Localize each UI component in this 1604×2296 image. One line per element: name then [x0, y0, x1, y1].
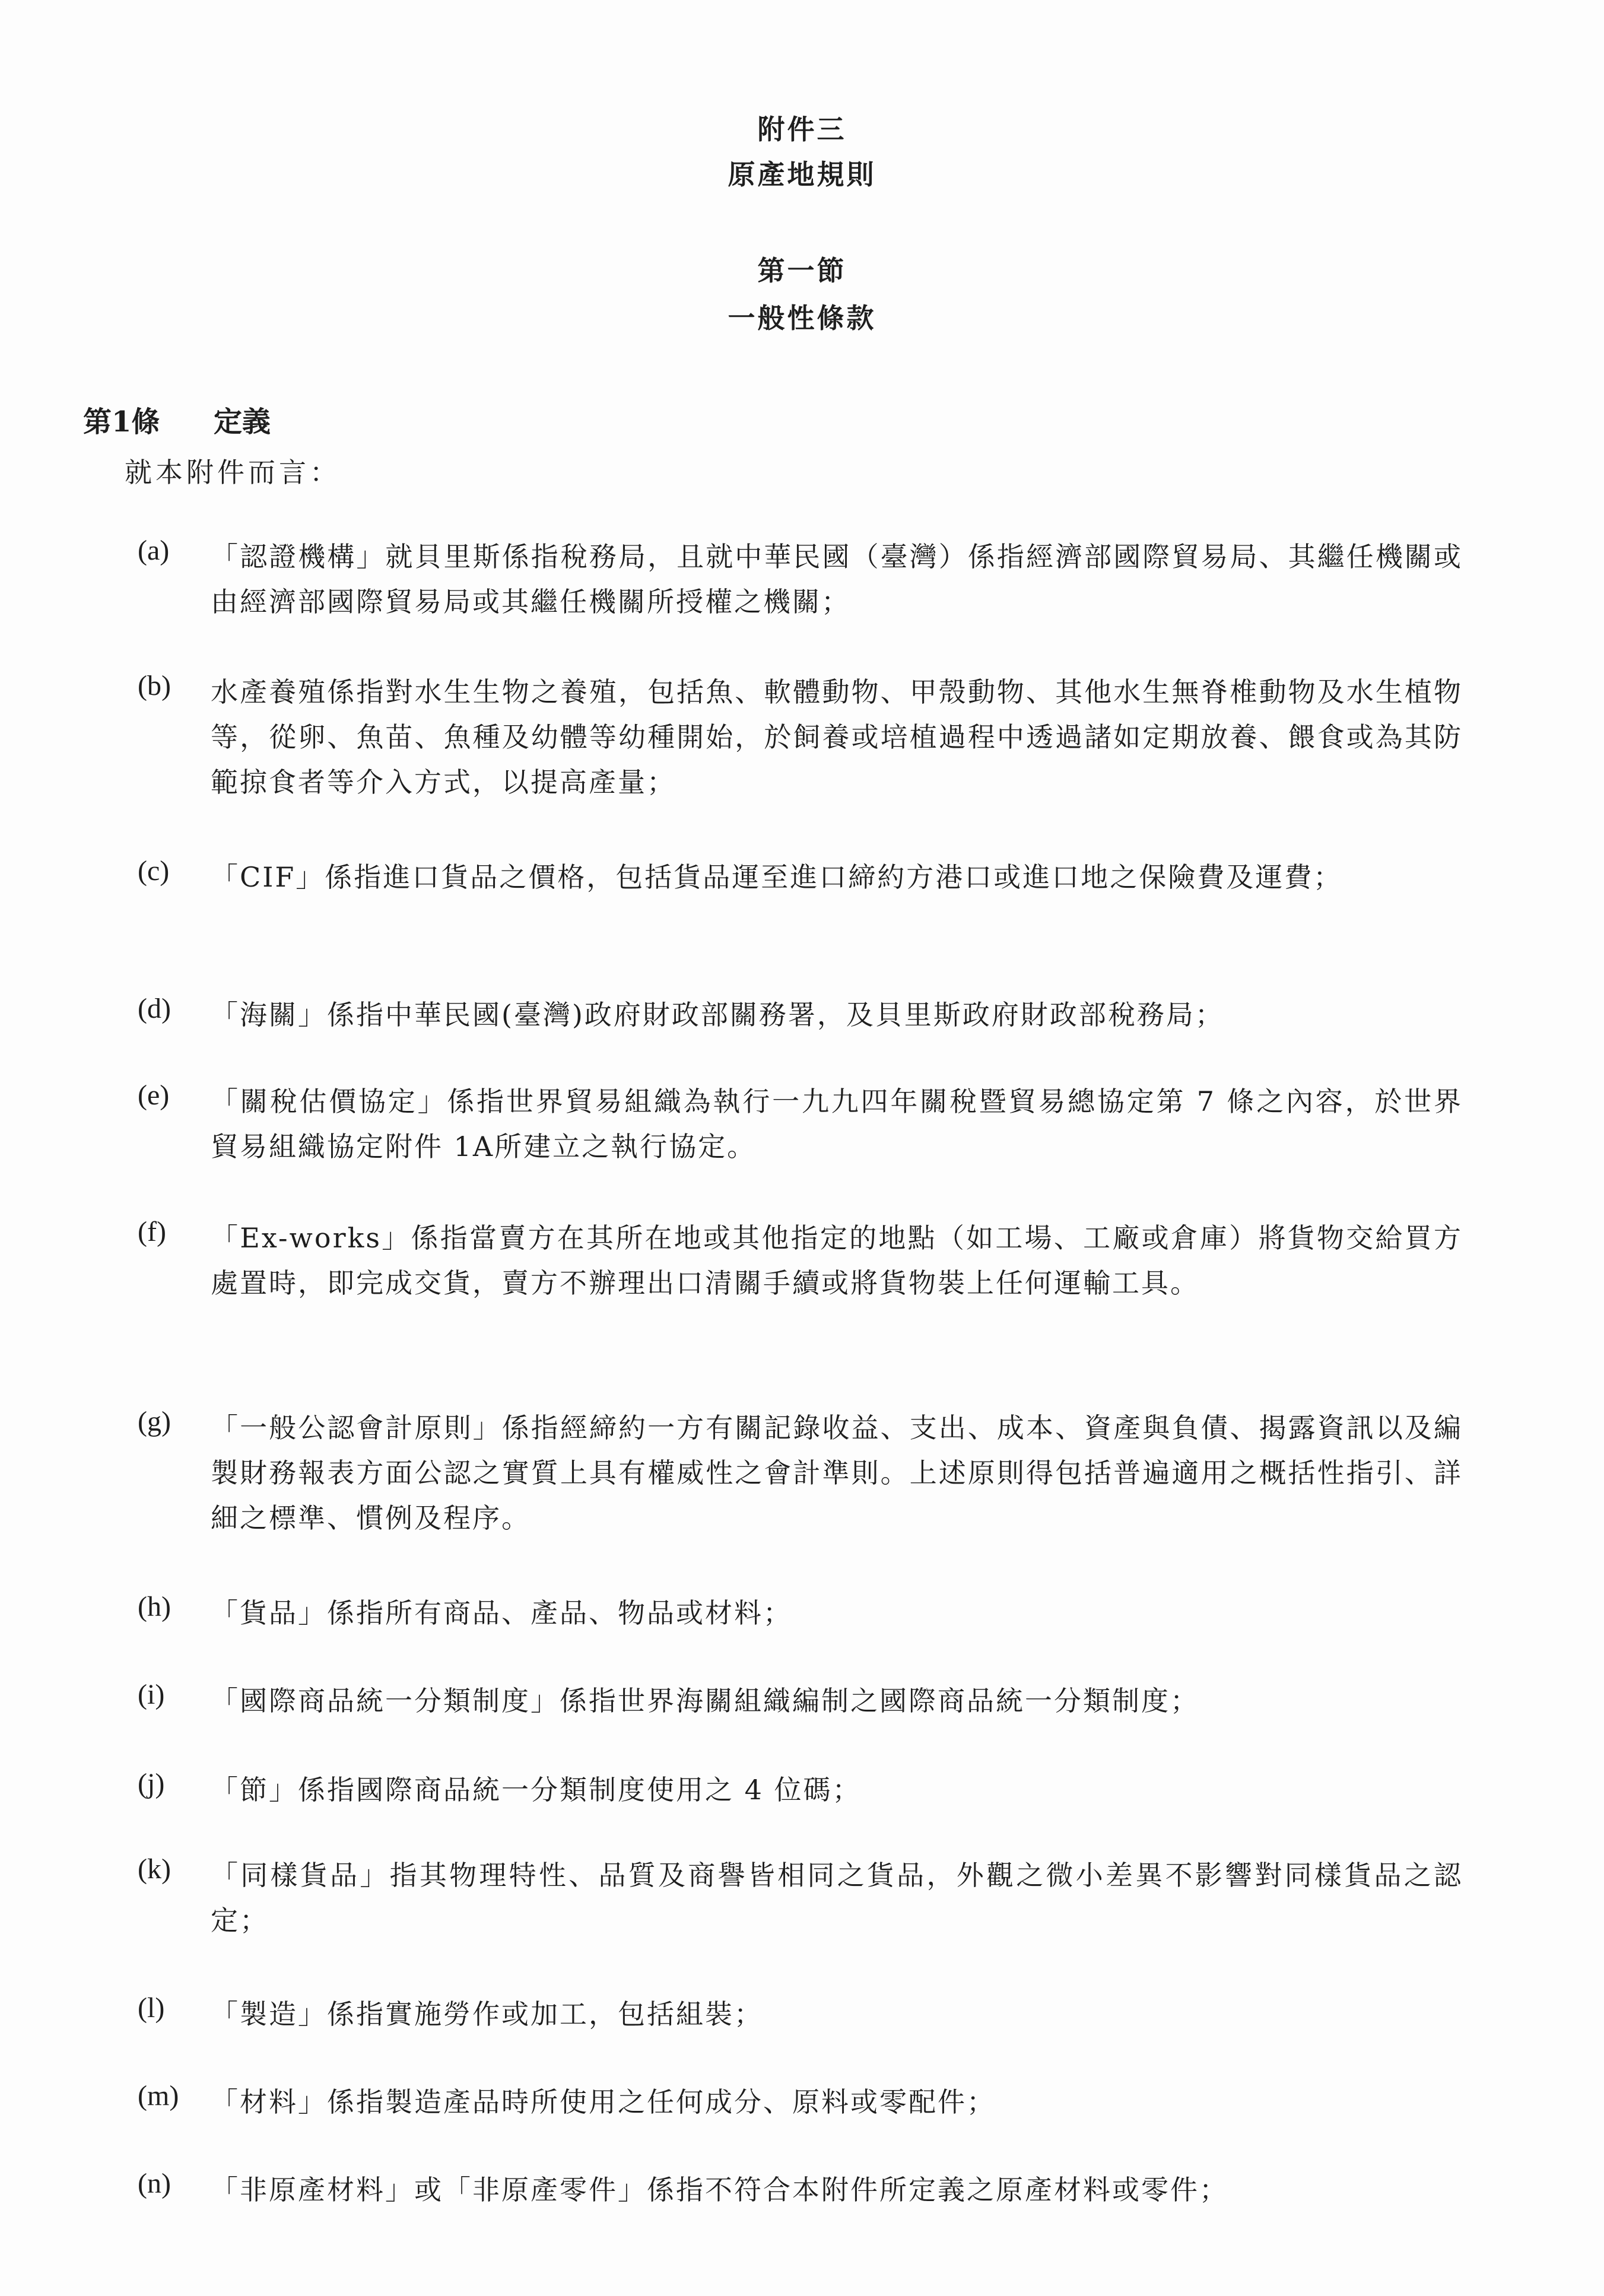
definition-text: 「CIF」係指進口貨品之價格，包括貨品運至進口締約方港口或進口地之保險費及運費； [211, 861, 1343, 893]
definition-label: (m) [138, 2080, 179, 2111]
definition-label: (i) [138, 1679, 165, 1710]
definition-text: 「海關」係指中華民國(臺灣)政府財政部關務署，及貝里斯政府財政部稅務局； [211, 999, 1224, 1031]
definition-text: 「製造」係指實施勞作或加工，包括組裝； [211, 1998, 763, 2030]
definition-label: (h) [138, 1591, 171, 1622]
definition-text: 「同樣貨品」指其物理特性、品質及商譽皆相同之貨品，外觀之微小差異不影響對同樣貨品之認定； [211, 1859, 1463, 1936]
definition-text: 「節」係指國際商品統一分類制度使用之 4 位碼； [211, 1774, 862, 1806]
definition-label: (a) [138, 535, 170, 566]
article-number: 第1條 [83, 405, 160, 439]
definition-text: 「貨品」係指所有商品、產品、物品或材料； [211, 1597, 792, 1629]
definition-label: (f) [138, 1216, 166, 1247]
definition-text: 「國際商品統一分類制度」係指世界海關組織編制之國際商品統一分類制度； [211, 1685, 1199, 1717]
definition-text: 「材料」係指製造產品時所使用之任何成分、原料或零配件； [211, 2086, 996, 2118]
annex-heading: 附件三 [757, 113, 847, 145]
definition-label: (j) [138, 1768, 165, 1799]
definition-label: (l) [138, 1992, 165, 2024]
section-title: 一般性條款 [728, 302, 876, 334]
definition-text: 「Ex-works」係指當賣方在其所在地或其他指定的地點（如工場、工廠或倉庫）將貨物交給買方處置時，即完成交貨，賣方不辦理出口清關手續或將貨物裝上任何運輸工具。 [211, 1222, 1463, 1299]
definition-label: (b) [138, 670, 171, 701]
section-heading: 第一節 [757, 255, 847, 287]
definition-text: 水產養殖係指對水生生物之養殖，包括魚、軟體動物、甲殼動物、其他水生無脊椎動物及水生植物等，從卵、魚苗、魚種及幼體等幼種開始，於飼養或培植過程中透過諸如定期放養、餵食或為其防範掠食者等介入方式，以提高產量； [211, 676, 1463, 798]
definition-text: 「一般公認會計原則」係指經締約一方有關記錄收益、支出、成本、資產與負債、揭露資訊以及編製財務報表方面公認之實質上具有權威性之會計準則。上述原則得包括普遍適用之概括性指引、詳細之標準、慣例及程序。 [211, 1412, 1463, 1534]
article-heading [83, 399, 271, 440]
definition-label: (c) [138, 855, 170, 887]
definition-label: (d) [138, 993, 171, 1024]
intro-text: 就本附件而言： [125, 456, 341, 488]
definition-text: 「認證機構」就貝里斯係指稅務局，且就中華民國（臺灣）係指經濟部國際貿易局、其繼任機關或由經濟部國際貿易局或其繼任機關所授權之機關； [211, 541, 1463, 618]
definition-text: 「關稅估價協定」係指世界貿易組織為執行一九九四年關稅暨貿易總協定第 7 條之內容，於世界貿易組織協定附件 1A所建立之執行協定。 [211, 1085, 1463, 1163]
definition-label: (e) [138, 1079, 170, 1111]
definition-label: (n) [138, 2168, 171, 2199]
article-title: 定義 [214, 405, 271, 439]
definition-label: (g) [138, 1406, 171, 1437]
annex-title: 原產地規則 [728, 158, 876, 190]
definition-label: (k) [138, 1853, 171, 1885]
definition-text: 「非原產材料」或「非原產零件」係指不符合本附件所定義之原產材料或零件； [211, 2174, 1228, 2206]
